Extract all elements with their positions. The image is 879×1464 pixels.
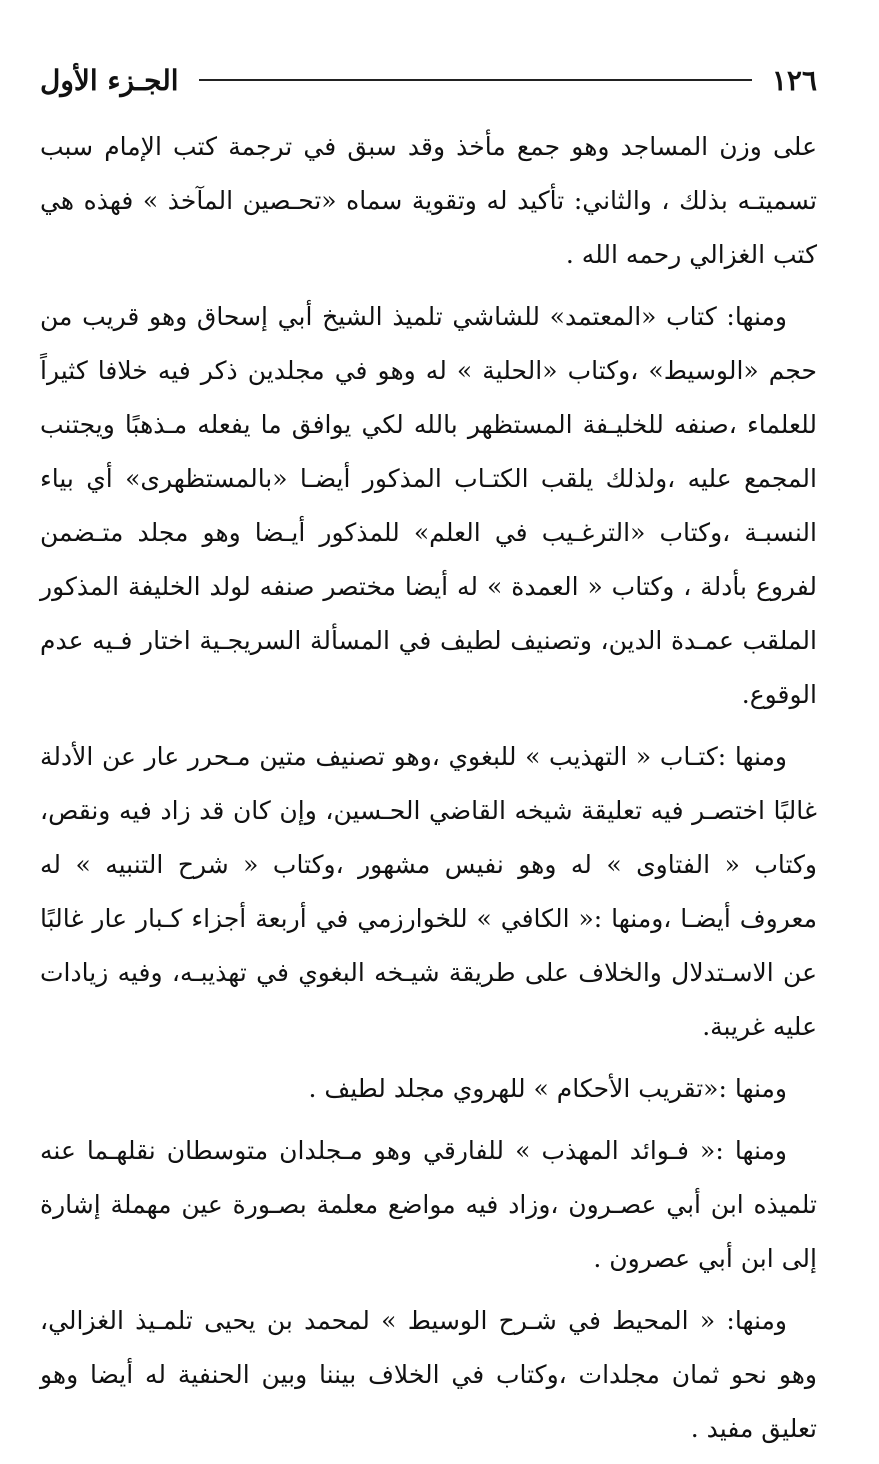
header-rule	[199, 79, 752, 81]
paragraph: ومنها :« فـوائد المهذب » للفارقي وهو مـجلدان متوسطان نقلهـما عنه تلميذه ابن أبي عصـرون ،وزاد فيه مواضع معلمة بصـورة عين مهملة إشارة إلى ابن أبي عصرون .	[40, 1136, 817, 1273]
page-body	[40, 120, 817, 1464]
page-header	[40, 58, 817, 102]
paragraph: ومنها :«تقريب الأحكام » للهروي مجلد لطيف .	[308, 1074, 787, 1103]
paragraph: ومنها :كتـاب « التهذيب » للبغوي ،وهو تصنيف متين مـحرر عار عن الأدلة غالبًا اختصـر فيه تعليقة شيخه القاضي الحـسين، وإن كان قد زاد فيه ونقص، وكتاب « الفتاوى » له وهو نفيس مشهور ،وكتاب « شرح التنبيه » له معروف أيضـا ،ومنها :« الكافي » للخوارزمي في أربعة أجزاء كـبار عار غالبًا عن الاسـتدلال والخلاف على طريقة شيـخه البغوي في تهذيبـه، وفيه زيادات عليه غريبة.	[40, 742, 817, 1041]
paragraph: على وزن المساجد وهو جمع مأخذ وقد سبق في ترجمة كتب الإمام سبب تسميتـه بذلك ، والثاني: تأكيد له وتقوية سماه «تحـصين المآخذ » فهذه هي كتب الغزالي رحمه الله .	[40, 132, 817, 269]
running-head: الجـزء الأول	[40, 63, 179, 97]
paragraph: ومنها: « المحيط في شـرح الوسيط » لمحمد بن يحيى تلمـيذ الغزالي، وهو نحو ثمان مجلدات ،وكتاب في الخلاف بيننا وبين الحنفية له أيضا وهو تعليق مفيد .	[40, 1306, 817, 1443]
page-number: ١٢٦	[771, 63, 817, 97]
paragraph: ومنها: كتاب «المعتمد» للشاشي تلميذ الشيخ أبي إسحاق وهو قريب من حجم «الوسيط» ،وكتاب «الحلية » له وهو في مجلدين ذكر فيه خلافا كثيراً للعلماء ،صنفه للخليـفة المستظهر بالله لكي يوافق ما يفعله مـذهبًا ويجتنب المجمع عليه ،ولذلك يلقب الكتـاب المذكور أيضـا «بالمستظهرى» أي بياء النسبـة ،وكتاب «الترغـيب في العلم» للمذكور أيـضا وهو مجلد متـضمن لفروع بأدلة ، وكتاب « العمدة » له أيضا مختصر صنفه لولد الخليفة المذكور الملقب عمـدة الدين، وتصنيف لطيف في المسألة السريجـية اختار فـيه عدم الوقوع.	[40, 302, 817, 709]
